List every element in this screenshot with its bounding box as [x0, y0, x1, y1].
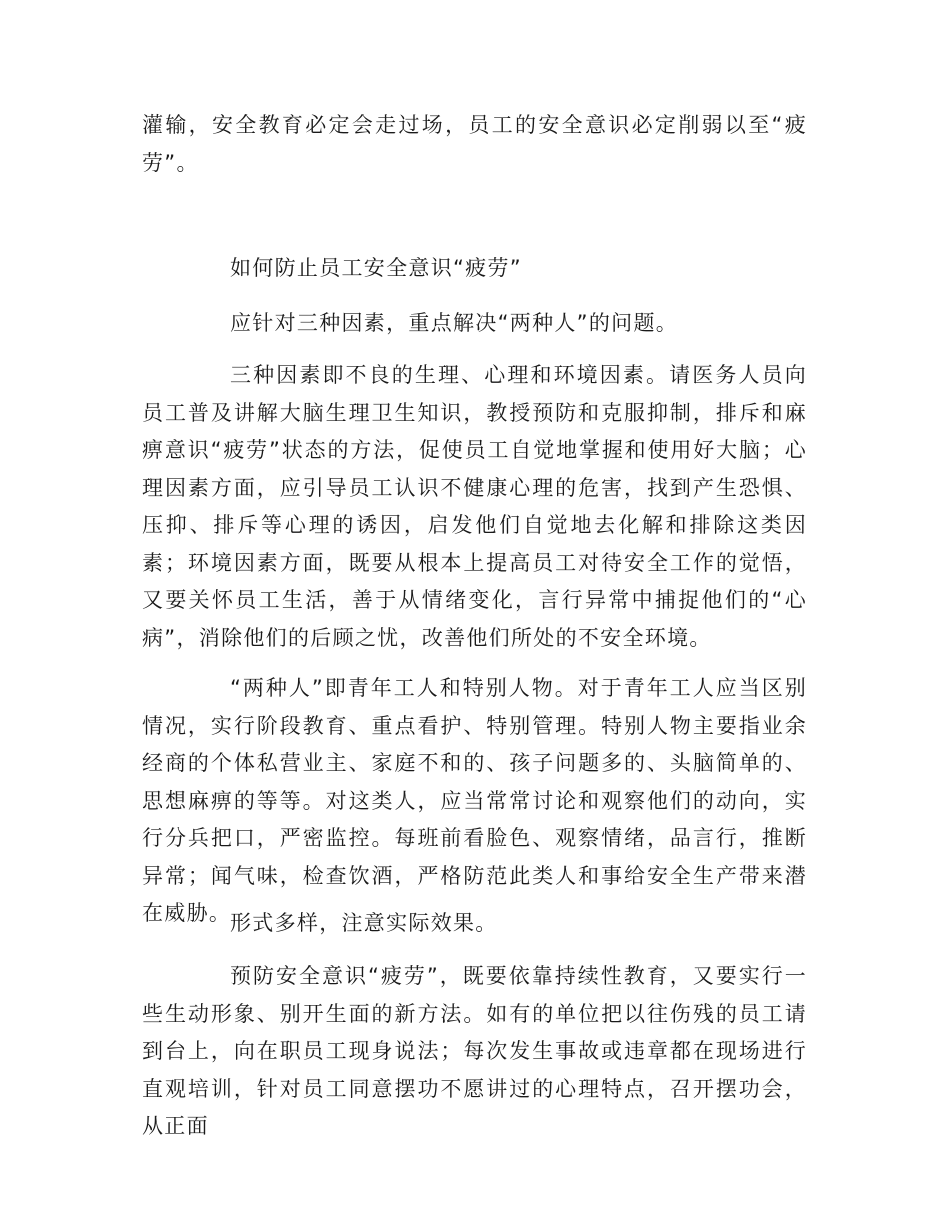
subsection-line-1: 应针对三种因素，重点解决“两种人”的问题。	[230, 311, 679, 335]
section-heading: 如何防止员工安全意识“疲劳”	[230, 256, 522, 280]
body-paragraph-2: “两种人”即青年工人和特别人物。对于青年工人应当区别情况，实行阶段教育、重点看护、特别管理。特别人物主要指业余经商的个体私营业主、家庭不和的、孩子问题多的、头脑简单的、思想麻痹的等等。对这类人，应当常常讨论和观察他们的动向，实行分兵把口，严密监控。每班前看脸色、观察情绪，品言行，推断异常；闻气味，检查饮酒，严格防范此类人和事给安全生产带来潜在威胁。	[142, 676, 807, 925]
subsection-line-2: 形式多样，注意实际效果。	[230, 911, 498, 935]
body-paragraph-3: 预防安全意识“疲劳”，既要依靠持续性教育，又要实行一些生动形象、别开生面的新方法。如有的单位把以往伤残的员工请到台上，向在职员工现身说法；每次发生事故或违章都在现场进行直观培训，针对员工同意摆功不愿讲过的心理特点，召开摆功会，从正面	[142, 964, 807, 1138]
body-paragraph-1: 三种因素即不良的生理、心理和环境因素。请医务人员向员工普及讲解大脑生理卫生知识，教授预防和克服抑制，排斥和麻痹意识“疲劳”状态的方法，促使员工自觉地掌握和使用好大脑；心理因素方面，应引导员工认识不健康心理的危害，找到产生恐惧、压抑、排斥等心理的诱因，启发他们自觉地去化解和排除这类因素；环境因素方面，既要从根本上提高员工对待安全工作的觉悟，又要关怀员工生活，善于从情绪变化，言行异常中捕捉他们的“心病”，消除他们的后顾之忧，改善他们所处的不安全环境。	[142, 363, 807, 650]
intro-paragraph: 灌输，安全教育必定会走过场，员工的安全意识必定削弱以至“疲劳”。	[142, 113, 807, 175]
